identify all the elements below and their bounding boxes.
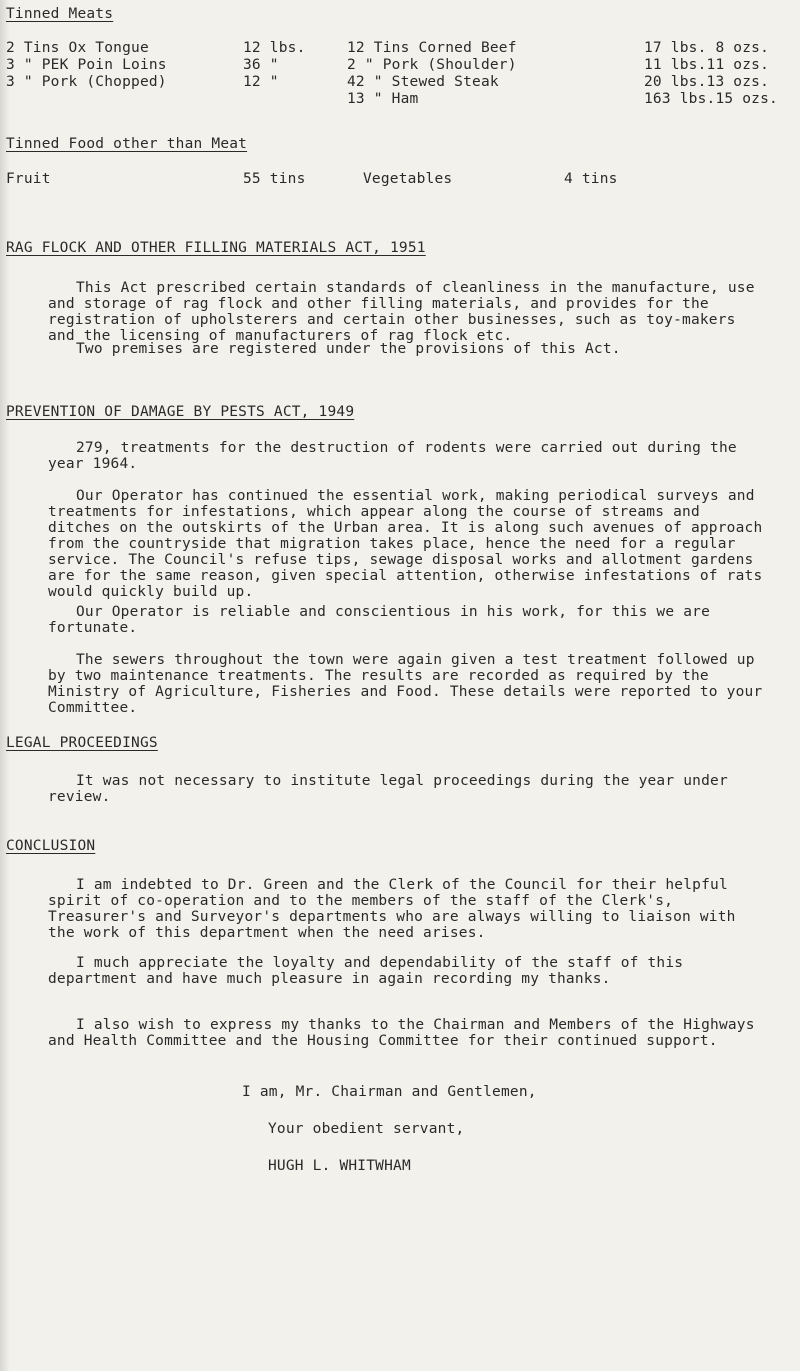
table-row-left-qty: 36 " [243,57,279,73]
vegetables-qty: 4 tins [564,171,618,187]
table-row-right-item: 2 " Pork (Shoulder) [347,57,517,73]
conclusion-paragraph-1: I am indebted to Dr. Green and the Clerk of the Council for their helpful spirit of co-operation and to the members of the staff of the Clerk's, Treasurer's and Surveyor's departments who are always willing to liaison with the work of this department when the need arises. [48,877,736,941]
conclusion-paragraph-3: I also wish to express my thanks to the Chairman and Members of the Highways and Health Committee and the Housing Committee for their continued support. [48,1017,755,1049]
table-row-right-qty: 163 lbs.15 ozs. [644,91,778,107]
pests-paragraph-1: 279, treatments for the destruction of rodents were carried out during the year 1964. [48,440,737,472]
legal-heading: LEGAL PROCEEDINGS [6,735,158,751]
pests-paragraph-3: Our Operator is reliable and conscientious in his work, for this we are fortunate. [48,604,711,636]
closing: Your obedient servant, [268,1121,465,1137]
table-row-right-item: 13 " Ham [347,91,419,107]
table-row-left-item: 2 Tins Ox Tongue [6,40,149,56]
signatory-name: HUGH L. WHITWHAM [268,1158,411,1174]
table-row-right-qty: 17 lbs. 8 ozs. [644,40,770,56]
conclusion-heading: CONCLUSION [6,838,96,854]
table-row-right-qty: 11 lbs.11 ozs. [644,57,770,73]
rag-flock-paragraph-2: Two premises are registered under the provisions of this Act. [76,341,621,357]
vegetables-label: Vegetables [363,171,453,187]
tinned-other-heading: Tinned Food other than Meat [6,136,248,152]
tinned-meats-heading: Tinned Meats [6,6,114,22]
table-row-right-item: 42 " Stewed Steak [347,74,499,90]
page-edge-shadow [0,0,10,1371]
pests-paragraph-2: Our Operator has continued the essential work, making periodical surveys and treatments for infestations, which appear along the course of streams and ditches on the outskirts of the Urban area. It is along such avenues of approach from the countryside that migration takes place, hence the need for a regular service. The Council's refuse tips, sewage disposal works and allotment gardens are for the same reason, given special attention, otherwise infestations of rats would quickly build up. [48,488,763,600]
table-row-left-qty: 12 lbs. [243,40,306,56]
pests-heading: PREVENTION OF DAMAGE BY PESTS ACT, 1949 [6,404,355,420]
conclusion-paragraph-2: I much appreciate the loyalty and dependability of the staff of this department and have much pleasure in again recording my thanks. [48,955,684,987]
salutation: I am, Mr. Chairman and Gentlemen, [242,1084,537,1100]
legal-paragraph-1: It was not necessary to institute legal proceedings during the year under review. [48,773,728,805]
table-row-left-item: 3 " Pork (Chopped) [6,74,167,90]
rag-flock-heading: RAG FLOCK AND OTHER FILLING MATERIALS ACT, 1951 [6,240,426,256]
fruit-qty: 55 tins [243,171,306,187]
table-row-right-item: 12 Tins Corned Beef [347,40,517,56]
fruit-label: Fruit [6,171,51,187]
table-row-right-qty: 20 lbs.13 ozs. [644,74,770,90]
table-row-left-item: 3 " PEK Poin Loins [6,57,167,73]
pests-paragraph-4: The sewers throughout the town were again given a test treatment followed up by two maintenance treatments. The results are recorded as required by the Ministry of Agriculture, Fisheries and Food. These details were reported to your Committee. [48,652,763,716]
table-row-left-qty: 12 " [243,74,279,90]
rag-flock-paragraph-1: This Act prescribed certain standards of cleanliness in the manufacture, use and storage of rag flock and other filling materials, and provides for the registration of upholsterers and certain other businesses, such as toy-makers and the licensing of manufacturers of rag flock etc. [48,280,755,344]
